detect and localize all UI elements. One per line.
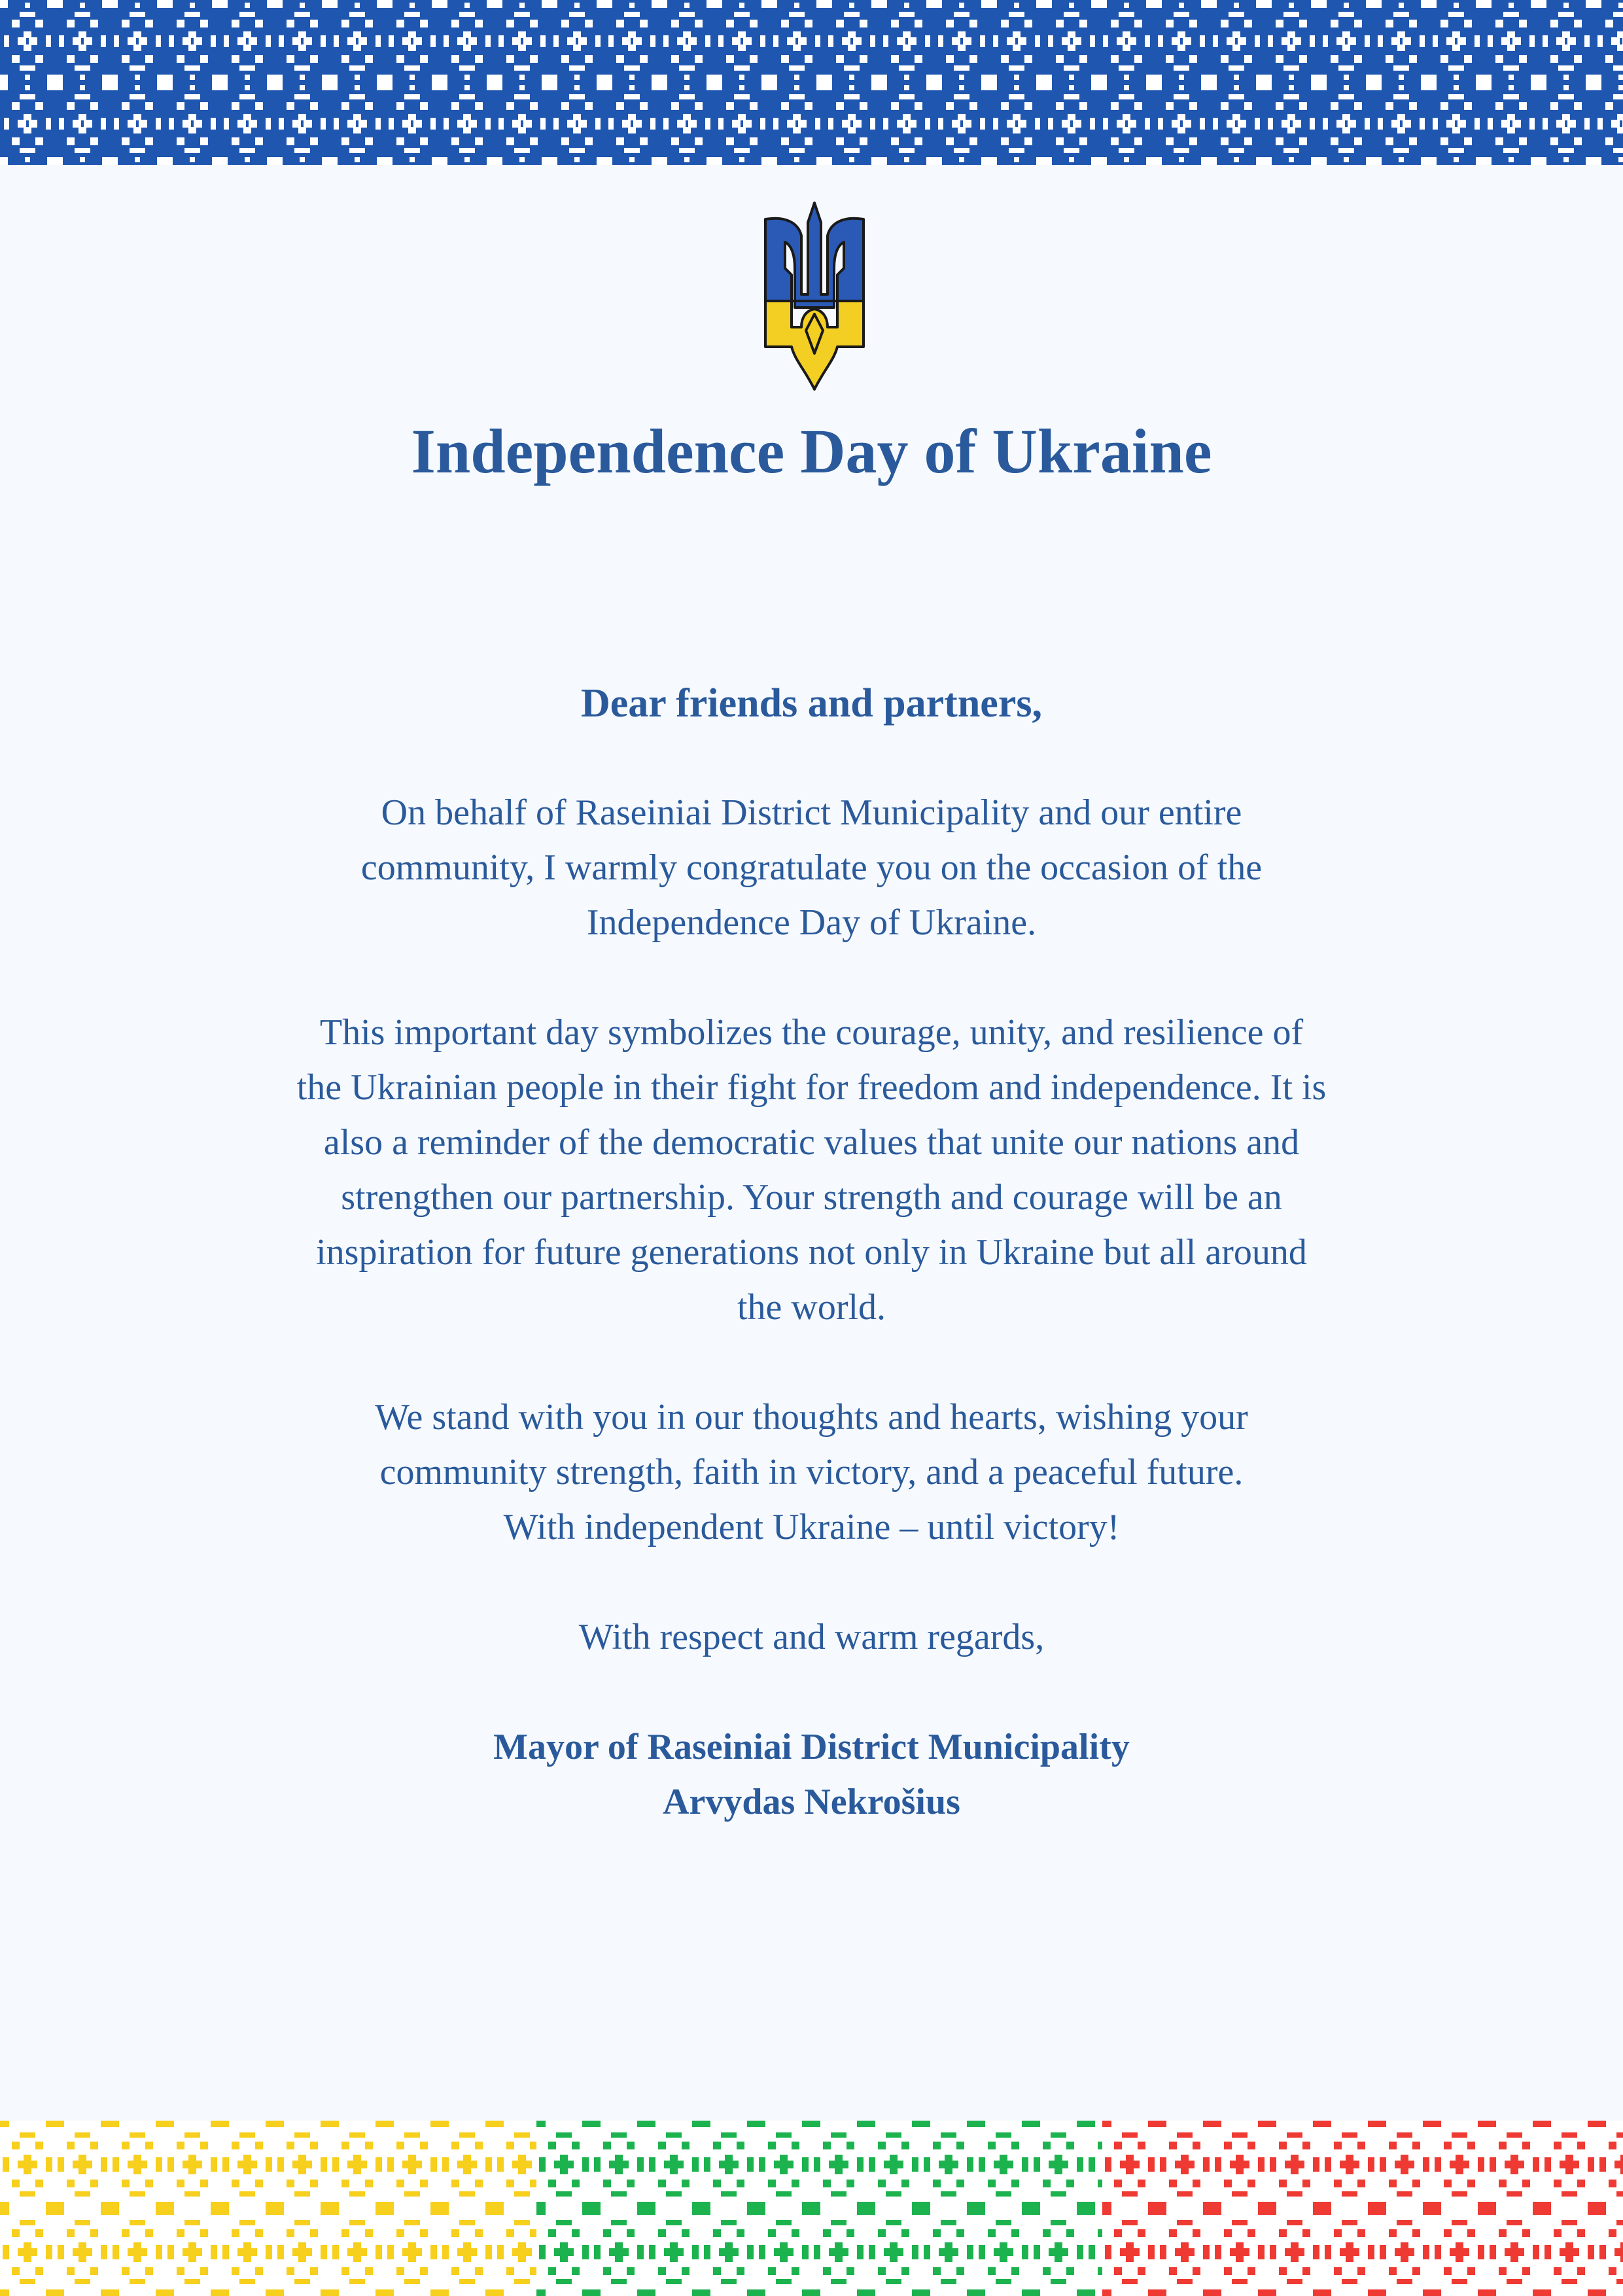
page-title: Independence Day of Ukraine bbox=[411, 416, 1212, 486]
paragraph-line: Independence Day of Ukraine. bbox=[586, 902, 1037, 943]
signature-title: Mayor of Raseiniai District Municipality bbox=[493, 1727, 1130, 1767]
bottom-ornament-band bbox=[0, 2121, 1623, 2296]
paragraph-solidarity bbox=[196, 1390, 1427, 1555]
paragraph-line: This important day symbolizes the courage, unity, and resilience of bbox=[319, 1012, 1304, 1053]
paragraph-line: also a reminder of the democratic values that unite our nations and bbox=[323, 1122, 1300, 1163]
salutation: Dear friends and partners, bbox=[581, 681, 1042, 726]
green-ornament-segment bbox=[536, 2121, 1102, 2296]
paragraph-congratulation bbox=[196, 785, 1427, 950]
paragraph-line: strengthen our partnership. Your strength and courage will be an bbox=[341, 1177, 1282, 1218]
paragraph-line: On behalf of Raseiniai District Municipality and our entire bbox=[381, 792, 1242, 833]
paragraph-line: the world. bbox=[737, 1287, 886, 1328]
signature-name: Arvydas Nekrošius bbox=[663, 1782, 960, 1822]
top-ornament-band bbox=[0, 0, 1623, 165]
paragraph-line: community strength, faith in victory, and a peaceful future. bbox=[379, 1452, 1244, 1492]
paragraph-line: community, I warmly congratulate you on the occasion of the bbox=[360, 847, 1263, 888]
red-ornament-segment bbox=[1102, 2121, 1623, 2296]
paragraph-line: inspiration for future generations not only in Ukraine but all around bbox=[316, 1232, 1307, 1273]
paragraph-symbolism bbox=[196, 1005, 1427, 1335]
paragraph-line: With independent Ukraine – until victory! bbox=[503, 1507, 1120, 1547]
yellow-ornament-segment bbox=[0, 2121, 536, 2296]
trident-coat-of-arms-icon bbox=[746, 196, 883, 399]
top-ornament-pattern bbox=[0, 0, 1623, 165]
closing: With respect and warm regards, bbox=[578, 1617, 1045, 1657]
letter-body bbox=[196, 674, 1427, 1829]
paragraph-line: We stand with you in our thoughts and hearts, wishing your bbox=[375, 1397, 1248, 1438]
paragraph-line: the Ukrainian people in their fight for freedom and independence. It is bbox=[296, 1067, 1327, 1108]
